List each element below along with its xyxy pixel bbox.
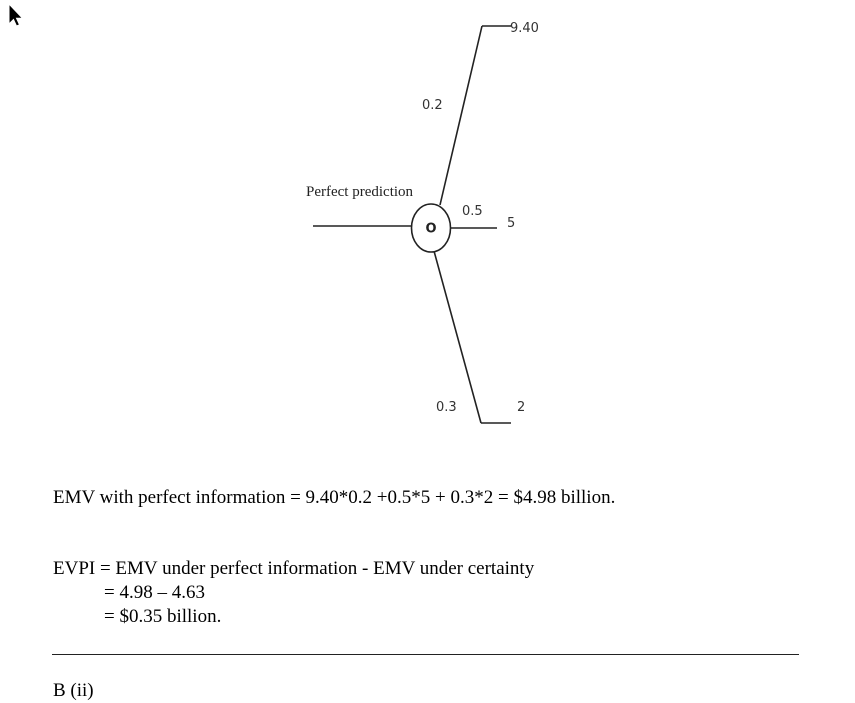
evpi-formula: EVPI = EMV under perfect information - EMV under certainty bbox=[53, 558, 535, 579]
section-heading: B (ii) bbox=[53, 680, 94, 701]
branch-2-probability: 0.5 bbox=[462, 204, 483, 219]
evpi-step-subtraction: = 4.98 – 4.63 bbox=[104, 582, 205, 603]
branch-3-line bbox=[434, 251, 481, 423]
section-divider bbox=[52, 654, 799, 655]
branch-1-payoff: 9.40 bbox=[510, 21, 539, 36]
branch-1-line bbox=[440, 26, 482, 205]
branch-2-payoff: 5 bbox=[507, 216, 516, 231]
branch-1-probability: 0.2 bbox=[422, 98, 443, 113]
branch-3-probability: 0.3 bbox=[436, 400, 457, 415]
chance-node-label: O bbox=[425, 221, 437, 237]
root-label: Perfect prediction bbox=[306, 184, 414, 200]
emv-calculation: EMV with perfect information = 9.40*0.2 +0.5*5 + 0.3*2 = $4.98 billion. bbox=[53, 487, 616, 508]
evpi-step-result: = $0.35 billion. bbox=[104, 606, 222, 627]
branch-3-payoff: 2 bbox=[517, 400, 526, 415]
